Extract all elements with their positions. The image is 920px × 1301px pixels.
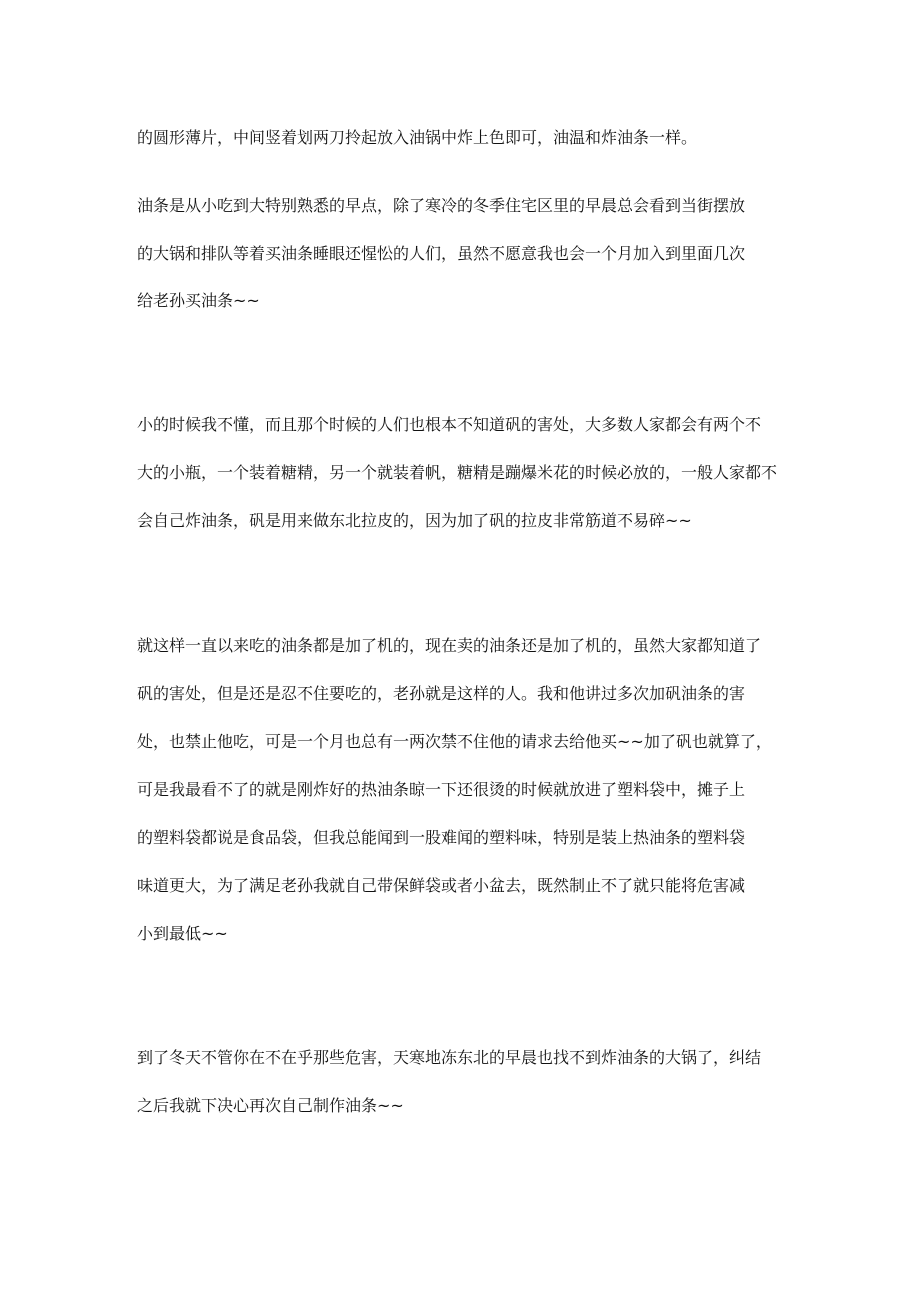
paragraph-2-line-1: 油条是从小吃到大特别熟悉的早点，除了寒冷的冬季住宅区里的早晨总会看到当街摆放	[137, 196, 746, 215]
paragraph-4-line-5: 的塑料袋都说是食品袋，但我总能闻到一股难闻的塑料味，特别是装上热油条的塑料袋	[137, 828, 746, 847]
paragraph-3-line-1: 小的时候我不懂，而且那个时候的人们也根本不知道矾的害处，大多数人家都会有两个不	[137, 415, 762, 434]
paragraph-5-line-1: 到了冬天不管你在不在乎那些危害，天寒地冻东北的早晨也找不到炸油条的大锅了，纠结	[137, 1048, 762, 1067]
paragraph-4-line-3: 处，也禁止他吃，可是一个月也总有一两次禁不住他的请求去给他买~~加了矾也就算了，	[137, 732, 772, 751]
paragraph-4-line-7: 小到最低~~	[137, 924, 228, 943]
paragraph-1-line-1: 的圆形薄片，中间竖着划两刀拎起放入油锅中炸上色即可，油温和炸油条一样。	[137, 128, 698, 147]
paragraph-3-line-3: 会自己炸油条，矾是用来做东北拉皮的，因为加了矾的拉皮非常筋道不易碎~~	[137, 511, 692, 530]
paragraph-2-line-2: 的大锅和排队等着买油条睡眼还惺忪的人们，虽然不愿意我也会一个月加入到里面几次	[137, 244, 746, 263]
paragraph-4-line-1: 就这样一直以来吃的油条都是加了机的，现在卖的油条还是加了机的，虽然大家都知道了	[137, 636, 762, 655]
paragraph-4-line-4: 可是我最看不了的就是刚炸好的热油条晾一下还很烫的时候就放进了塑料袋中，摊子上	[137, 780, 746, 799]
paragraph-3-line-2: 大的小瓶，一个装着糖精，另一个就装着帆，糖精是蹦爆米花的时候必放的，一般人家都不	[137, 463, 778, 482]
paragraph-4-line-2: 矾的害处，但是还是忍不住要吃的，老孙就是这样的人。我和他讲过多次加矾油条的害	[137, 684, 746, 703]
paragraph-5-line-2: 之后我就下决心再次自己制作油条~~	[137, 1096, 404, 1115]
paragraph-2-line-3: 给老孙买油条~~	[137, 291, 260, 310]
paragraph-4-line-6: 味道更大，为了满足老孙我就自己带保鲜袋或者小盆去，既然制止不了就只能将危害减	[137, 876, 746, 895]
